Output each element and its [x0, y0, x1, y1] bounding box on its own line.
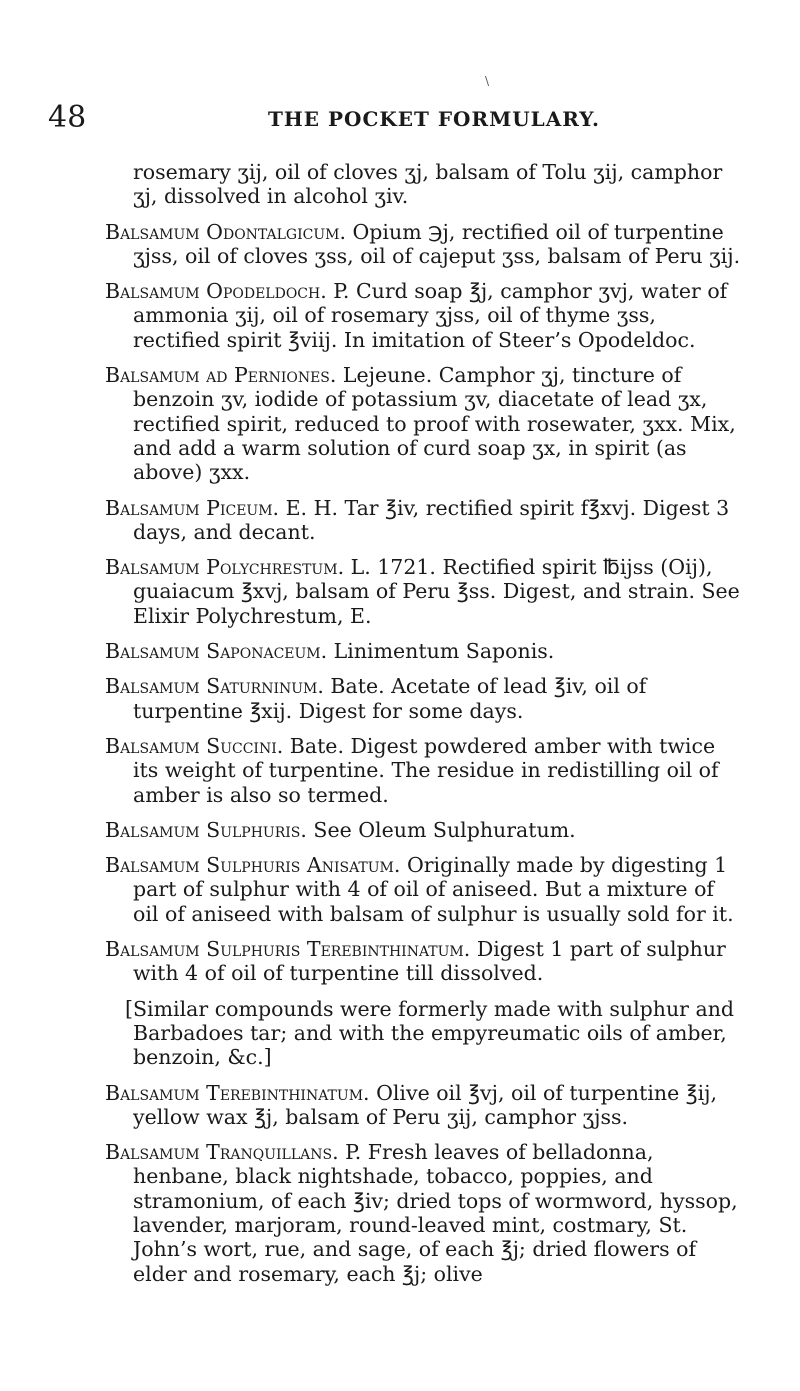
- entry-text: Originally made by digesting 1 part of sulphur with 4 of oil of aniseed. But a mixture of oil of aniseed with balsam of sulphur is usually sold for it.: [133, 853, 734, 926]
- entry-text: Digest 1 part of sulphur with 4 of oil of turpentine till dissolved.: [133, 937, 726, 986]
- entry-text: See Oleum Sulphuratum.: [306, 817, 576, 842]
- entry-headword: Balsamum Sulphuris.: [105, 817, 307, 842]
- entry-headword: Balsamum ad Perniones.: [105, 363, 337, 388]
- entry-text: P. Curd soap ℥j, camphor ʒvj, water of ammonia ʒij, oil of rosemary ʒjss, oil of thyme ʒss, rectified spirit ℥viij. In imitation of Steer’s Opodeldoc.: [133, 279, 728, 352]
- entry-text: Bate. Digest powdered amber with twice its weight of turpentine. The residue in redistilling oil of amber is also so termed.: [133, 733, 719, 807]
- entry-text: E. H. Tar ℥iv, rectified spirit f℥xvj. Digest 3 days, and decant.: [133, 495, 730, 544]
- entry-headword: Balsamum Opodeldoch.: [105, 279, 327, 304]
- entry-headword: Balsamum Polychrestum.: [105, 555, 345, 580]
- entry-text: rosemary ʒij, oil of cloves ʒj, balsam of Tolu ʒij, camphor ʒj, dissolved in alcohol ʒiv.: [133, 160, 723, 209]
- entry-balsamum-opodeldoch: [105, 279, 745, 352]
- entry-balsamum-sulphuris: [105, 818, 745, 842]
- entry-text: Olive oil ℥vj, oil of turpentine ℥ij, yellow wax ℥j, balsam of Peru ʒij, camphor ʒjss.: [133, 1080, 718, 1129]
- entry-headword: Balsamum Terebinthinatum.: [105, 1080, 370, 1105]
- entry-text: [Similar compounds were formerly made with sulphur and Barbadoes tar; and with the empyreumatic oils of amber, benzoin, &c.]: [125, 996, 735, 1070]
- page-header: [48, 100, 748, 136]
- entry-balsamum-odontalgicum: [105, 220, 745, 269]
- running-title: THE POCKET FORMULARY.: [268, 107, 600, 131]
- entry-text: Lejeune. Camphor ʒj, tincture of benzoin ʒv, iodide of potassium ʒv, diacetate of lead ʒx, rectified spirit, reduced to proof with rosewater, ʒxx. Mix, and add a warm solution of curd soap ʒx, in spirit (as above) ʒxx.: [133, 363, 736, 485]
- entry-balsamum-piceum: [105, 496, 745, 545]
- formulary-entries: [105, 160, 745, 1297]
- entry-headword: Balsamum Succini.: [105, 733, 284, 758]
- entry-balsamum-sulphuris-anisatum: [105, 853, 745, 926]
- entry-balsamum-saturninum: [105, 674, 745, 723]
- entry-headword: Balsamum Piceum.: [105, 495, 280, 520]
- entry-text: Bate. Acetate of lead ℥iv, oil of turpentine ℥xij. Digest for some days.: [133, 674, 647, 723]
- entry-balsamum-succini: [105, 734, 745, 807]
- stray-mark: \: [485, 74, 490, 88]
- entry-balsamum-ad-perniones: [105, 363, 745, 484]
- entry-headword: Balsamum Sulphuris Terebinthinatum.: [105, 937, 471, 962]
- entry-balsamum-terebinthinatum: [105, 1081, 745, 1130]
- entry-headword: Balsamum Sulphuris Anisatum.: [105, 853, 401, 878]
- entry-text: P. Fresh leaves of belladonna, henbane, black nightshade, tobacco, poppies, and stramonium, of each ℥iv; dried tops of wormword, hyssop, lavender, marjoram, round-leaved mint, costmary, St. John’s wort, rue, and sage, of each ℥j; dried flowers of elder and rosemary, each ℥j; olive: [133, 1140, 738, 1286]
- entry-bracketed-note: [105, 997, 745, 1070]
- page-number: 48: [48, 100, 87, 135]
- entry-headword: Balsamum Odontalgicum.: [105, 219, 346, 244]
- entry-balsamum-saponaceum: [105, 639, 745, 663]
- entry-continuation: [105, 160, 745, 209]
- entry-text: L. 1721. Rectified spirit ℔ijss (Oij), guaiacum ℥xvj, balsam of Peru ℥ss. Digest, and strain. See Elixir Polychrestum, E.: [133, 555, 740, 628]
- entry-text: Linimentum Saponis.: [327, 639, 555, 664]
- entry-headword: Balsamum Tranquillans.: [105, 1140, 339, 1165]
- entry-headword: Balsamum Saturninum.: [105, 674, 324, 699]
- entry-balsamum-polychrestum: [105, 555, 745, 628]
- entry-balsamum-sulphuris-terebinthinatum: [105, 937, 745, 986]
- entry-text: Opium ℈j, rectified oil of turpentine ʒjss, oil of cloves ʒss, oil of cajeput ʒss, balsam of Peru ʒij.: [133, 219, 741, 268]
- entry-headword: Balsamum Saponaceum.: [105, 639, 328, 664]
- entry-balsamum-tranquillans: [105, 1140, 745, 1286]
